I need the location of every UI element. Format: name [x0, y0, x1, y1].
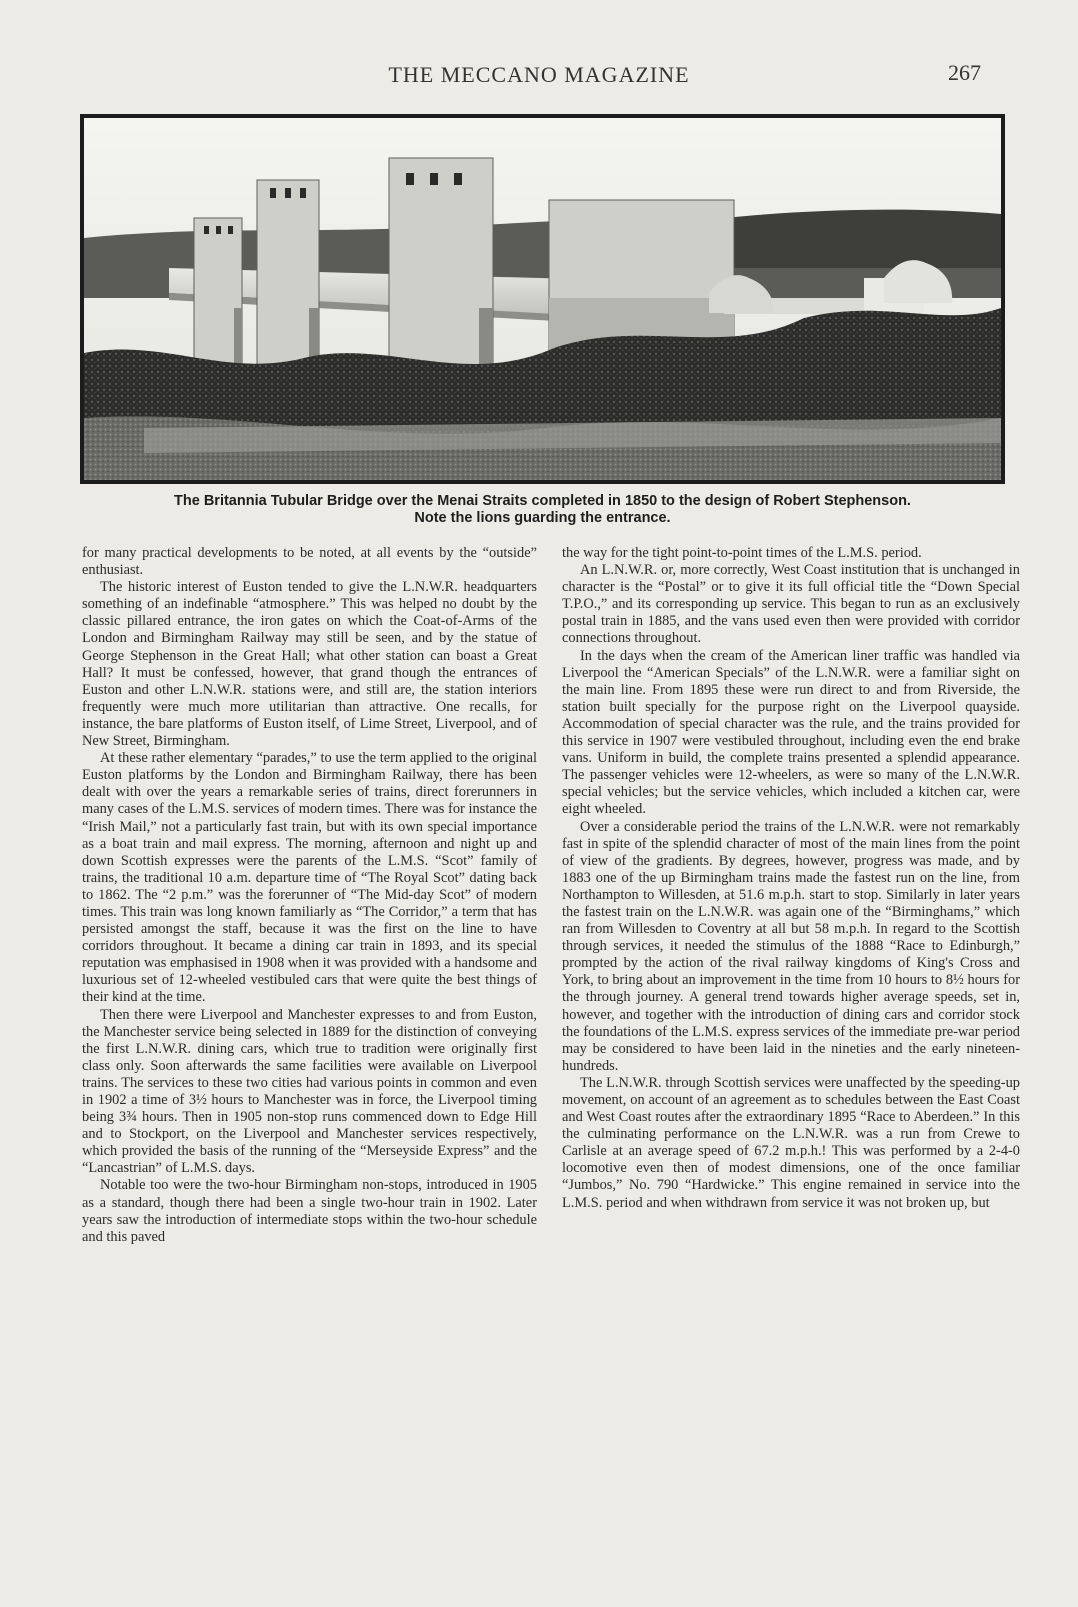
caption-line-1: The Britannia Tubular Bridge over the Menai Straits completed in 1850 to the design of Robert Stephenson.	[174, 493, 911, 509]
caption-line-2: Note the lions guarding the entrance.	[414, 510, 671, 526]
paragraph: for many practical developments to be noted, at all events by the “outside” enthusiast.	[82, 545, 537, 579]
paragraph: At these rather elementary “parades,” to use the term applied to the original Euston platforms by the London and Birmingham Railway, there has been dealt with over the years a remarkable series of trains, direct forerunners in many cases of the L.M.S. services of modern times. There was for instance the “Irish Mail,” not a particularly fast train, but with its own special importance as a boat train and mail express. The morning, afternoon and night up and down Scottish expresses were the parents of the L.M.S. “Scot” family of trains, the traditional 10 a.m. departure time of “The Royal Scot” dating back to 1862. The “2 p.m.” was the forerunner of “The Mid-day Scot” of modern times. This train was long known familiarly as “The Corridor,” a term that has persisted amongst the staff, because it was the first on the line to have corridors throughout. It became a dining car train in 1893, and its special reputation was emphasised in 1908 when it was provided with a handsome and luxurious set of 12-wheeled vestibuled cars that were quite the best things of their kind at the time.	[82, 750, 537, 1006]
figure-caption	[80, 493, 1005, 527]
page-number: 267	[948, 60, 981, 85]
paragraph: the way for the tight point-to-point times of the L.M.S. period.	[562, 545, 922, 561]
paragraph: Over a considerable period the trains of the L.N.W.R. were not remarkably fast in spite of the splendid character of most of the main lines from the point of view of the gradients. By degrees, however, progress was made, and by 1883 one of the up Birmingham trains made the fastest run on the line, from Northampton to Willesden, at 51.6 m.p.h. start to stop. Similarly in later years the fastest train on the L.N.W.R. was again one of the “Birminghams,” which ran from Willesden to Coventry at all but 58 m.p.h. In regard to the Scottish through services, it needed the stimulus of the 1888 “Race to Edinburgh,” prompted by the action of the rival railway kingdoms of King's Cross and York, to bring about an improvement in the time from 10 hours to 8½ hours for the through journey. A general trend towards higher average speeds, set in, however, and together with the introduction of dining cars and corridor stock the foundations of the L.M.S. express services of the immediate pre-war period may be considered to have been laid in the nineties and the early nineteen-hundreds.	[562, 818, 1020, 1074]
right-text-column	[562, 545, 1020, 1212]
paragraph: An L.N.W.R. or, more correctly, West Coast institution that is unchanged in character is the “Postal” or to give it its full official title the “Down Special T.P.O.,” and its corresponding up service. This began to run as an exclusively postal train in 1885, and the vans used even then were provided with corridor connections throughout.	[562, 562, 1020, 647]
paragraph: The L.N.W.R. through Scottish services were unaffected by the speeding-up movement, on account of an agreement as to schedules between the East Coast and West Coast routes after the extraordinary 1895 “Race to Aberdeen.” In this the culminating performance on the L.N.W.R. was a run from Crewe to Carlisle at an average speed of 67.2 m.p.h.! This was performed by a 2-4-0 locomotive even then of modest dimensions, one of the once familiar “Jumbos,” No. 790 “Hardwicke.” This engine remained in service into the L.M.S. period and when withdrawn from service it was not broken up, but	[562, 1074, 1020, 1211]
bridge-photograph	[80, 114, 1005, 484]
paragraph: Notable too were the two-hour Birmingham non-stops, introduced in 1905 as a standard, though there had been a single two-hour train in 1902. Later years saw the introduction of intermediate stops within the two-hour schedule and this paved	[82, 1177, 537, 1245]
paragraph: The historic interest of Euston tended to give the L.N.W.R. headquarters something of an indefinable “atmosphere.” This was helped no doubt by the classic pillared entrance, the iron gates on which the Coat-of-Arms of the London and Birmingham Railway may still be seen, and by the statue of George Stephenson in the Great Hall; what other station can boast a Great Hall? It must be confessed, however, that grand though the entrances of Euston and other L.N.W.R. stations were, and still are, the station interiors frequently were much more utilitarian than attractive. One recalls, for instance, the bare platforms of Euston itself, of Lime Street, Liverpool, and of New Street, Birmingham.	[82, 579, 537, 750]
paragraph: Then there were Liverpool and Manchester expresses to and from Euston, the Manchester service being selected in 1889 for the distinction of conveying the first L.N.W.R. dining cars, which true to tradition were originally first class only. Soon afterwards the same facilities were available on Liverpool trains. The services to these two cities had various points in common and even in 1902 a time of 3½ hours to Manchester was in force, the Liverpool timing being 3¾ hours. Then in 1905 non-stop runs commenced down to Edge Hill and to Stockport, on the Liverpool and Manchester services respectively, which provided the basis of the running of the “Merseyside Express” and the “Lancastrian” of L.M.S. days.	[82, 1006, 537, 1177]
left-text-column	[82, 545, 537, 1246]
bridge-photo-illustration	[84, 118, 1001, 480]
paragraph: In the days when the cream of the American liner traffic was handled via Liverpool the “American Specials” of the L.N.W.R. were a familiar sight on the main line. From 1895 these were run direct to and from Riverside, the station built specially for the purpose right on the Liverpool quayside. Accommodation of special character was the rule, and the trains provided for this service in 1907 were vestibuled throughout, including even the end brake vans. Uniform in build, the complete trains presented a splendid appearance. The passenger vehicles were 12-wheelers, as were so many of the L.N.W.R. special vehicles; but the service vehicles, which included a kitchen car, were eight wheeled.	[562, 647, 1020, 818]
magazine-title: THE MECCANO MAGAZINE	[388, 62, 690, 87]
